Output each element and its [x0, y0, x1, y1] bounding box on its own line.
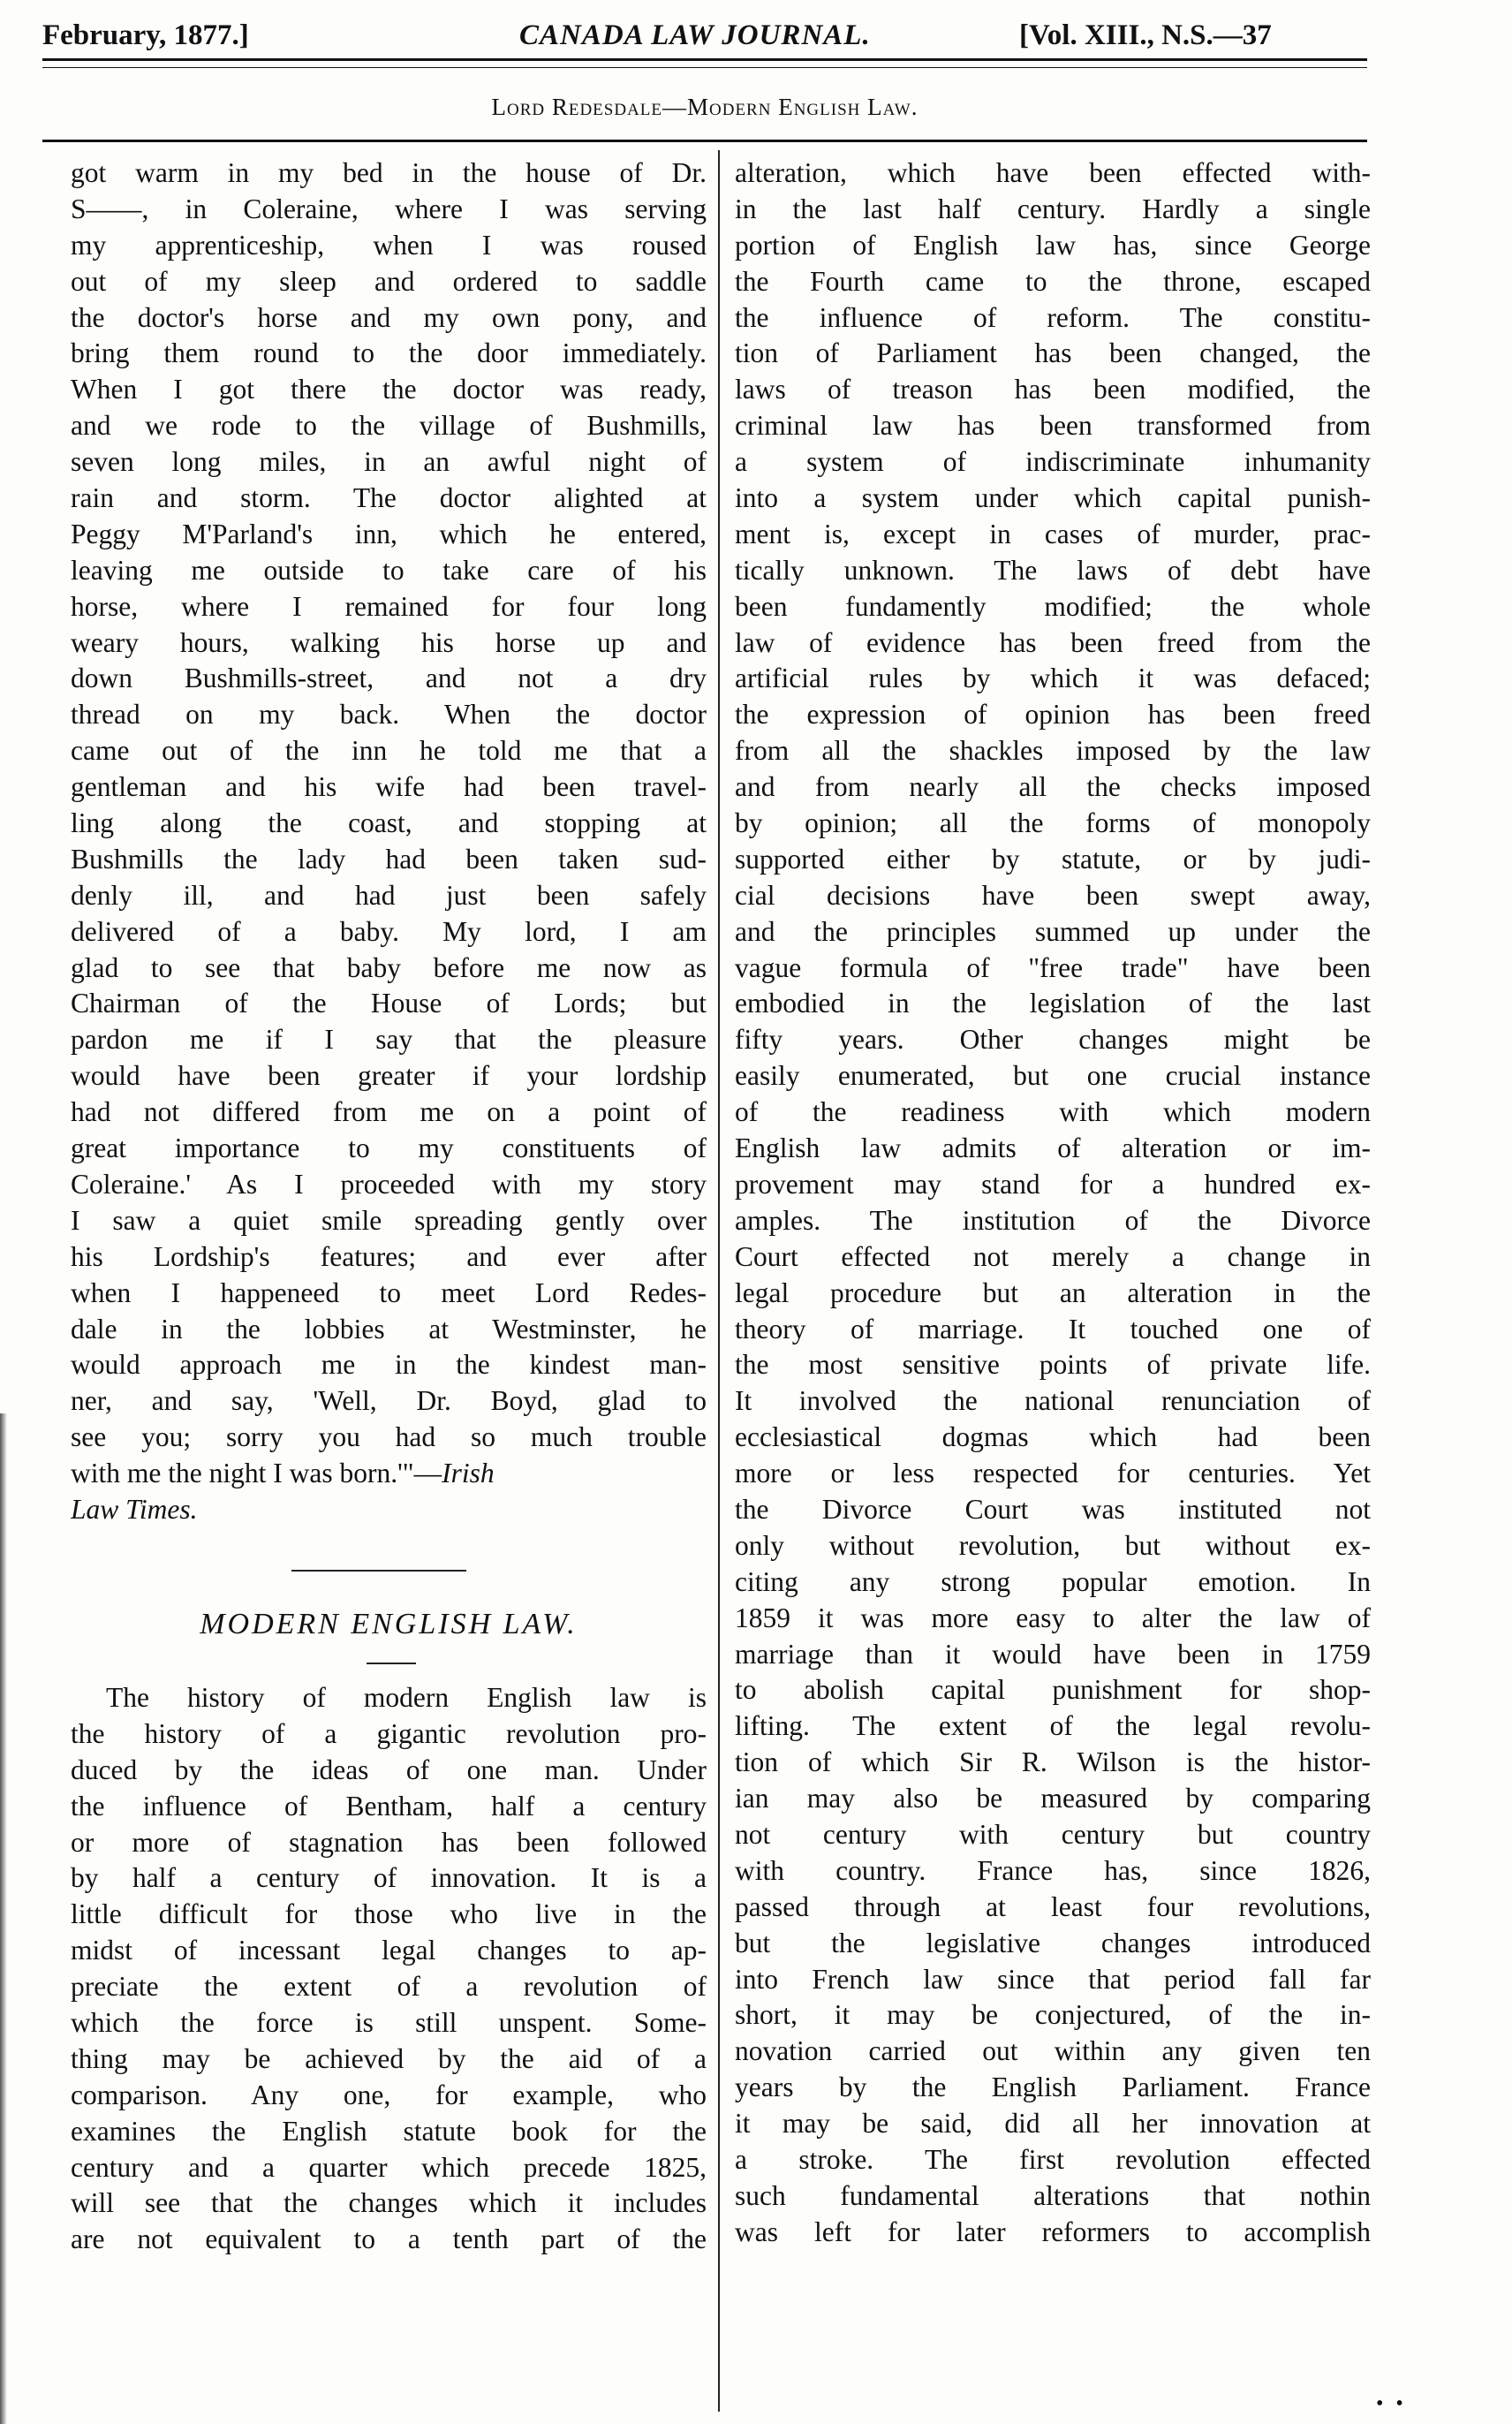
text-line: by half a century of innovation. It is a	[71, 1862, 707, 1894]
text-line: see you; sorry you had so much trouble	[71, 1421, 707, 1453]
text-line: would approach me in the kindest man-	[71, 1349, 707, 1381]
text-line: Bushmills the lady had been taken sud-	[71, 843, 707, 875]
text-line: Court effected not merely a change in	[735, 1240, 1371, 1272]
page-edge-shadow	[0, 1413, 7, 2424]
text-line: citing any strong popular emotion. In	[735, 1565, 1371, 1597]
text-line: marriage than it would have been in 1759	[735, 1638, 1371, 1670]
text-line: little difficult for those who live in the	[71, 1898, 707, 1930]
text-line: out of my sleep and ordered to saddle	[71, 265, 707, 297]
text-line: leaving me outside to take care of his	[71, 554, 707, 586]
text-line: Peggy M'Parland's inn, which he entered,	[71, 518, 707, 549]
text-line: When I got there the doctor was ready,	[71, 374, 707, 405]
text-line: duced by the ideas of one man. Under	[71, 1754, 707, 1785]
article-title-rule	[367, 1663, 416, 1664]
text-line: which the force is still unspent. Some-	[71, 2007, 707, 2039]
text-line: down Bushmills-street, and not a dry	[71, 663, 707, 694]
text-line: delivered of a baby. My lord, I am	[71, 915, 707, 947]
text-line: the expression of opinion has been freed	[735, 699, 1371, 731]
text-line: provement may stand for a hundred ex-	[735, 1168, 1371, 1200]
text-line: gentleman and his wife had been travel-	[71, 771, 707, 803]
text-line: or more of stagnation has been followed	[71, 1826, 707, 1858]
text-line: and we rode to the village of Bushmills,	[71, 410, 707, 442]
text-line: the Divorce Court was instituted not	[735, 1493, 1371, 1525]
text-line: century and a quarter which precede 1825,	[71, 2151, 707, 2183]
text-line: the Fourth came to the throne, escaped	[735, 265, 1371, 297]
running-header	[42, 12, 1367, 58]
text-line: ian may also be measured by comparing	[735, 1783, 1371, 1814]
text-line: artificial rules by which it was defaced;	[735, 663, 1371, 694]
text-line: glad to see that baby before me now as	[71, 951, 707, 983]
text-line: it may be said, did all her innovation at	[735, 2108, 1371, 2140]
footer-mark: • •	[1376, 2392, 1407, 2415]
text-line: supported either by statute, or by judi-	[735, 843, 1371, 875]
text-line: S——, in Coleraine, where I was serving	[71, 193, 707, 224]
text-line: will see that the changes which it includes	[71, 2187, 707, 2219]
article-left-column	[71, 1680, 707, 2258]
text-line: The history of modern English law is	[106, 1682, 707, 1713]
article-separator-rule	[291, 1570, 466, 1572]
text-line: his Lordship's features; and ever after	[71, 1240, 707, 1272]
text-line: from all the shackles imposed by the law	[735, 735, 1371, 767]
text-line: only without revolution, but without ex-	[735, 1529, 1371, 1561]
text-line: passed through at least four revolutions,	[735, 1890, 1371, 1922]
text-line: denly ill, and had just been safely	[71, 879, 707, 911]
left-column-continuation	[71, 155, 707, 1528]
text-line	[71, 1456, 707, 1492]
text-line: Chairman of the House of Lords; but	[71, 988, 707, 1019]
text-line: thing may be achieved by the aid of a	[71, 2042, 707, 2074]
text-line: seven long miles, in an awful night of	[71, 446, 707, 478]
text-line: not century with century but country	[735, 1818, 1371, 1850]
text-line: fifty years. Other changes might be	[735, 1024, 1371, 1056]
text-line: rain and storm. The doctor alighted at	[71, 482, 707, 514]
text-line: tically unknown. The laws of debt have	[735, 554, 1371, 586]
text-line: legal procedure but an alteration in the	[735, 1276, 1371, 1308]
text-line: comparison. Any one, for example, who	[71, 2079, 707, 2110]
text-line: preciate the extent of a revolution of	[71, 1971, 707, 2003]
text-line: the influence of reform. The constitu-	[735, 301, 1371, 333]
text-line: had not differed from me on a point of	[71, 1096, 707, 1128]
text-line: but the legislative changes introduced	[735, 1927, 1371, 1958]
text-line: by opinion; all the forms of monopoly	[735, 807, 1371, 839]
text-line: It involved the national renunciation of	[735, 1385, 1371, 1417]
text-line: portion of English law has, since George	[735, 229, 1371, 261]
text-line: tion of which Sir R. Wilson is the histor-	[735, 1746, 1371, 1778]
text-line: ner, and say, 'Well, Dr. Boyd, glad to	[71, 1385, 707, 1417]
text-line: are not equivalent to a tenth part of the	[71, 2223, 707, 2255]
text-line: the history of a gigantic revolution pro-	[71, 1717, 707, 1749]
text-line: bring them round to the door immediately.	[71, 337, 707, 369]
text-line: dale in the lobbies at Westminster, he	[71, 1313, 707, 1345]
text-line: laws of treason has been modified, the	[735, 374, 1371, 405]
text-line: years by the English Parliament. France	[735, 2072, 1371, 2103]
text-line: I saw a quiet smile spreading gently over	[71, 1204, 707, 1236]
header-volume: [Vol. XIII., N.S.—37	[1019, 19, 1272, 51]
text-line: easily enumerated, but one crucial instance	[735, 1060, 1371, 1092]
text-line: into French law since that period fall far	[735, 1963, 1371, 1995]
text-line: a stroke. The first revolution effected	[735, 2143, 1371, 2175]
article-title: MODERN ENGLISH LAW.	[200, 1608, 578, 1640]
text-line: my apprenticeship, when I was roused	[71, 229, 707, 261]
text-line: and the principles summed up under the	[735, 915, 1371, 947]
text-line: to abolish capital punishment for shop-	[735, 1674, 1371, 1706]
text-line: weary hours, walking his horse up and	[71, 626, 707, 658]
text-line: into a system under which capital punish-	[735, 482, 1371, 514]
header-double-rule	[42, 58, 1367, 68]
column-divider	[718, 150, 720, 2412]
text-line: vague formula of "free trade" have been	[735, 951, 1371, 983]
text-line: such fundamental alterations that nothin	[735, 2179, 1371, 2211]
text-line: the doctor's horse and my own pony, and	[71, 301, 707, 333]
source-citation: Irish	[442, 1458, 495, 1489]
text-line: more or less respected for centuries. Yet	[735, 1458, 1371, 1489]
text-line: in the last half century. Hardly a single	[735, 193, 1371, 224]
header-journal-title: CANADA LAW JOURNAL.	[519, 19, 871, 51]
text-line: English law admits of alteration or im-	[735, 1132, 1371, 1164]
text-line: the influence of Bentham, half a century	[71, 1790, 707, 1822]
text-line: embodied in the legislation of the last	[735, 988, 1371, 1019]
text-line-content: with me the night I was born.'"—	[71, 1458, 442, 1489]
text-line: amples. The institution of the Divorce	[735, 1204, 1371, 1236]
text-line: alteration, which have been effected with-	[735, 157, 1371, 188]
text-line: great importance to my constituents of	[71, 1132, 707, 1164]
text-line: Coleraine.' As I proceeded with my story	[71, 1168, 707, 1200]
article-right-column	[735, 155, 1371, 2251]
text-line: theory of marriage. It touched one of	[735, 1313, 1371, 1345]
text-line: short, it may be conjectured, of the in-	[735, 1999, 1371, 2031]
text-line: law of evidence has been freed from the	[735, 626, 1371, 658]
text-line: came out of the inn he told me that a	[71, 735, 707, 767]
text-line: of the readiness with which modern	[735, 1096, 1371, 1128]
header-date: February, 1877.]	[42, 19, 249, 51]
section-heading-rule	[42, 140, 1367, 142]
text-line: thread on my back. When the doctor	[71, 699, 707, 731]
text-line: criminal law has been transformed from	[735, 410, 1371, 442]
text-line: examines the English statute book for the	[71, 2115, 707, 2147]
text-line: the most sensitive points of private life.	[735, 1349, 1371, 1381]
text-line: midst of incessant legal changes to ap-	[71, 1935, 707, 1966]
text-line: lifting. The extent of the legal revolu-	[735, 1710, 1371, 1742]
text-line: got warm in my bed in the house of Dr.	[71, 157, 707, 188]
text-line: cial decisions have been swept away,	[735, 879, 1371, 911]
text-line: with country. France has, since 1826,	[735, 1854, 1371, 1886]
text-line: horse, where I remained for four long	[71, 590, 707, 622]
text-line: would have been greater if your lordship	[71, 1060, 707, 1092]
text-line: been fundamently modified; the whole	[735, 590, 1371, 622]
text-line: ecclesiastical dogmas which had been	[735, 1421, 1371, 1453]
text-line: 1859 it was more easy to alter the law of	[735, 1602, 1371, 1633]
text-line: ment is, except in cases of murder, prac-	[735, 518, 1371, 549]
text-line: a system of indiscriminate inhumanity	[735, 446, 1371, 478]
text-line: tion of Parliament has been changed, the	[735, 337, 1371, 369]
section-heading: Lord Redesdale—Modern English Law.	[491, 94, 919, 120]
text-line: when I happeneed to meet Lord Redes-	[71, 1276, 707, 1308]
text-line: and from nearly all the checks imposed	[735, 771, 1371, 803]
text-line: ling along the coast, and stopping at	[71, 807, 707, 839]
text-line: novation carried out within any given ten	[735, 2035, 1371, 2067]
text-line: was left for later reformers to accomplish	[735, 2216, 1371, 2247]
source-citation-line: Law Times.	[71, 1493, 198, 1525]
text-line: pardon me if I say that the pleasure	[71, 1024, 707, 1056]
